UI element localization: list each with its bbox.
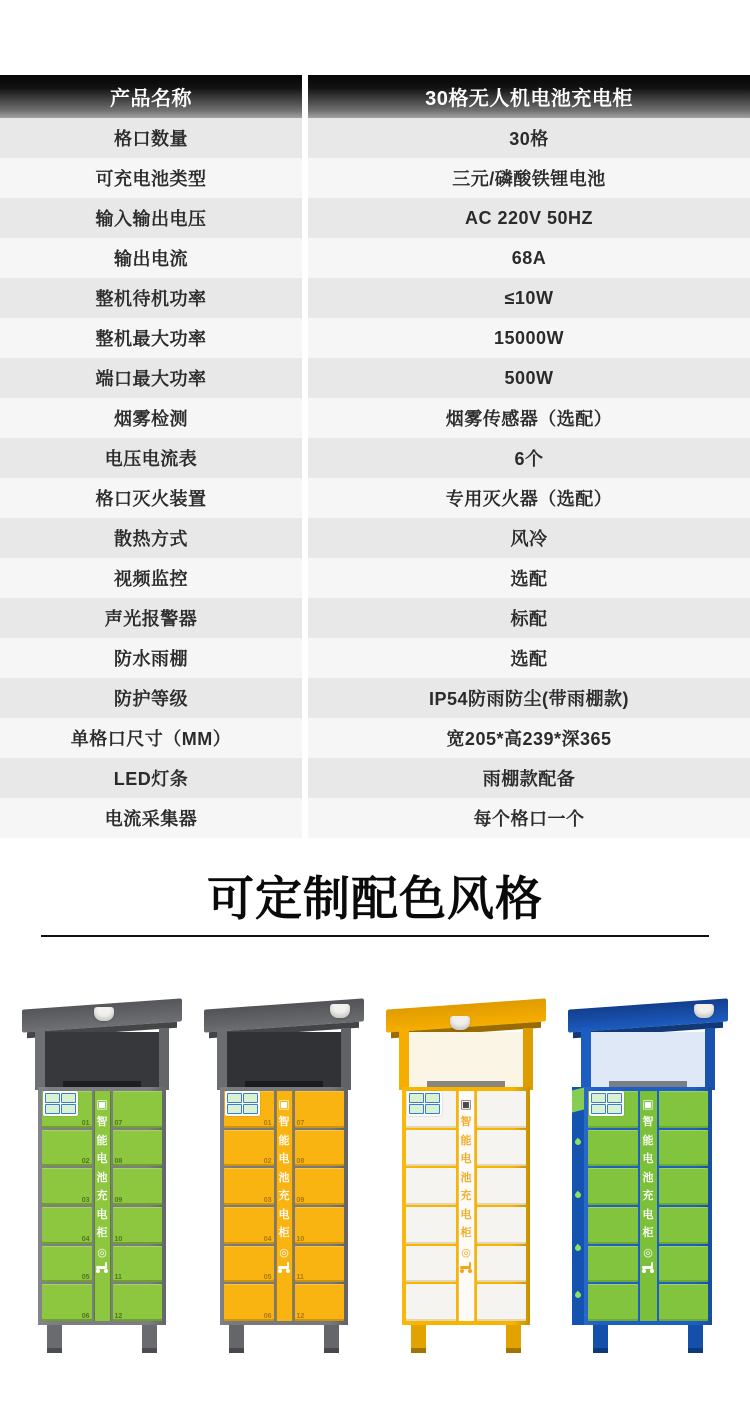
spec-row-label: 格口数量: [0, 118, 302, 158]
canopy-opening: [45, 1032, 159, 1089]
locker-door: [588, 1246, 638, 1283]
locker-door: [477, 1168, 527, 1205]
scooter-icon: [459, 1262, 473, 1273]
door-grid: [406, 1091, 526, 1321]
qr-code-icon: ▣: [642, 1097, 654, 1112]
scooter-icon-part: [286, 1269, 290, 1273]
screen-thumb: [425, 1104, 440, 1114]
spec-row-value: 每个格口一个: [308, 798, 750, 838]
spec-row-label: 视频监控: [0, 558, 302, 598]
strip-text-character: 能: [278, 1134, 290, 1147]
strip-text-character: 柜: [460, 1227, 472, 1240]
spec-row-label: 声光报警器: [0, 598, 302, 638]
spec-row-value: 选配: [308, 558, 750, 598]
strip-text-character: 能: [642, 1134, 654, 1147]
screen-thumb: [61, 1104, 76, 1114]
section-title: 可定制配色风格: [207, 872, 543, 925]
door-number: 08: [296, 1158, 305, 1166]
canopy-light: [94, 1007, 114, 1021]
spec-row-value: 三元/磷酸铁锂电池: [308, 158, 750, 198]
spec-row-label: 输入输出电压: [0, 198, 302, 238]
door-number: 12: [114, 1313, 123, 1321]
spec-row-value: 专用灭火器（选配）: [308, 478, 750, 518]
locker-door: [406, 1168, 456, 1205]
door-grid: [588, 1091, 708, 1321]
door-number: 11: [296, 1274, 304, 1282]
spec-row-value: 6个: [308, 438, 750, 478]
spec-row-label: 电压电流表: [0, 438, 302, 478]
locker-door: [588, 1168, 638, 1205]
locker-door: [659, 1130, 709, 1167]
scooter-icon-part: [651, 1262, 653, 1267]
cabinet-body: [220, 1087, 348, 1325]
door-number: 05: [263, 1274, 272, 1282]
spec-row-value: 15000W: [308, 318, 750, 358]
locker-door: [295, 1168, 345, 1205]
screen-thumb: [227, 1093, 242, 1103]
locker-door: [406, 1246, 456, 1283]
screen-thumb: [45, 1093, 60, 1103]
strip-text-character: 电: [96, 1153, 108, 1166]
scooter-icon: [95, 1262, 109, 1273]
screen-thumb: [591, 1104, 606, 1114]
locker-door: [224, 1168, 274, 1205]
screen-thumb: [425, 1093, 440, 1103]
locker-door: [659, 1091, 709, 1128]
table-header-label: 产品名称: [0, 75, 302, 118]
door-number: 04: [81, 1235, 90, 1243]
spec-row-label: 烟雾检测: [0, 398, 302, 438]
canopy-opening: [591, 1032, 705, 1089]
locker-door: [113, 1168, 163, 1205]
leaf-decoration: [574, 1291, 582, 1299]
door-number: 06: [263, 1313, 272, 1321]
screen-thumb: [607, 1104, 622, 1114]
strip-text-character: 智: [642, 1116, 654, 1129]
locker-door: [224, 1130, 274, 1167]
locker-door: [295, 1284, 345, 1321]
strip-text-character: 电: [278, 1153, 290, 1166]
scooter-icon-part: [469, 1262, 471, 1267]
center-strip: [94, 1091, 111, 1321]
spec-row-label: 整机待机功率: [0, 278, 302, 318]
spec-row-value: 风冷: [308, 518, 750, 558]
cabinet-leg: [47, 1325, 62, 1353]
cabinet-leg: [506, 1325, 521, 1353]
spec-row-value: ≤10W: [308, 278, 750, 318]
cabinet-leg: [324, 1325, 339, 1353]
leaf-decoration: [574, 1191, 582, 1199]
door-grid: [42, 1091, 162, 1321]
brand-logo-icon: ◎: [279, 1246, 289, 1259]
spec-row-label: 单格口尺寸（MM）: [0, 718, 302, 758]
spec-row-label: 防护等级: [0, 678, 302, 718]
scooter-icon: [277, 1262, 291, 1273]
spec-row-label: 整机最大功率: [0, 318, 302, 358]
locker-door: [659, 1284, 709, 1321]
brand-logo-icon: ◎: [97, 1246, 107, 1259]
spec-row-value: 雨棚款配备: [308, 758, 750, 798]
canopy-post-right: [341, 1028, 351, 1090]
cabinet-body: [38, 1087, 166, 1325]
brand-logo-icon: ◎: [643, 1246, 653, 1259]
strip-text-character: 能: [460, 1134, 472, 1147]
spec-row-value: 选配: [308, 638, 750, 678]
door-number: 03: [81, 1197, 90, 1205]
spec-row-label: 电流采集器: [0, 798, 302, 838]
screen-thumb: [243, 1093, 258, 1103]
locker-door: [477, 1130, 527, 1167]
strip-text-character: 智: [278, 1116, 290, 1129]
door-number: 02: [81, 1158, 90, 1166]
scooter-icon-part: [642, 1269, 646, 1273]
locker-door: [295, 1130, 345, 1167]
spec-row-value: 烟雾传感器（选配）: [308, 398, 750, 438]
locker-door: [659, 1168, 709, 1205]
cabinet-gallery: [0, 1001, 750, 1353]
leaf-decoration: [574, 1244, 582, 1252]
spec-row-value: 标配: [308, 598, 750, 638]
cabinet-leg: [229, 1325, 244, 1353]
locker-door: [588, 1284, 638, 1321]
locker-door: [113, 1207, 163, 1244]
qr-code-icon: ▣: [278, 1097, 290, 1112]
strip-text-character: 柜: [278, 1227, 290, 1240]
locker-door: [224, 1246, 274, 1283]
strip-text-character: 电: [96, 1208, 108, 1221]
spec-row-value: AC 220V 50HZ: [308, 198, 750, 238]
qr-code-icon: ▣: [96, 1097, 108, 1112]
canopy-post-left: [35, 1028, 45, 1090]
canopy-opening: [409, 1032, 523, 1089]
table-header-value: 30格无人机电池充电柜: [308, 75, 750, 118]
locker-door: [113, 1284, 163, 1321]
scooter-icon-part: [287, 1262, 289, 1267]
screen-thumb: [591, 1093, 606, 1103]
strip-text-character: 充: [278, 1190, 290, 1203]
leaf-decoration: [574, 1138, 582, 1146]
strip-text-character: 充: [642, 1190, 654, 1203]
scooter-icon-part: [104, 1269, 108, 1273]
spec-row-value: 30格: [308, 118, 750, 158]
locker-door: [477, 1284, 527, 1321]
spec-row-label: 格口灭火装置: [0, 478, 302, 518]
cabinet-leg: [142, 1325, 157, 1353]
screen-thumb: [61, 1093, 76, 1103]
strip-text-character: 柜: [96, 1227, 108, 1240]
strip-text-character: 智: [96, 1116, 108, 1129]
spec-row-value: IP54防雨防尘(带雨棚款): [308, 678, 750, 718]
spec-row-value: 宽205*高239*深365: [308, 718, 750, 758]
locker-door: [113, 1246, 163, 1283]
spec-row-label: LED灯条: [0, 758, 302, 798]
strip-text-character: 智: [460, 1116, 472, 1129]
strip-text-character: 电: [460, 1153, 472, 1166]
spec-row-label: 输出电流: [0, 238, 302, 278]
canopy-post-right: [705, 1028, 715, 1090]
door-grid: [224, 1091, 344, 1321]
door-number: 08: [114, 1158, 123, 1166]
door-number: 09: [296, 1197, 305, 1205]
spec-row-label: 散热方式: [0, 518, 302, 558]
door-number: 02: [263, 1158, 272, 1166]
locker-door: [224, 1207, 274, 1244]
locker-door: [477, 1207, 527, 1244]
side-banner-decoration: [572, 1088, 584, 1113]
cabinet-body: [584, 1087, 712, 1325]
screen-thumb: [243, 1104, 258, 1114]
scooter-icon-part: [105, 1262, 107, 1267]
locker-door: [659, 1246, 709, 1283]
canopy-opening: [227, 1032, 341, 1089]
screen-panel-label: [407, 1091, 442, 1116]
side-panel: [572, 1087, 584, 1325]
spec-row-label: 防水雨棚: [0, 638, 302, 678]
screen-thumb: [45, 1104, 60, 1114]
door-number: 10: [114, 1235, 123, 1243]
strip-text-character: 充: [460, 1190, 472, 1203]
center-strip: [458, 1091, 475, 1321]
locker-door: [42, 1246, 92, 1283]
brand-logo-icon: ◎: [461, 1246, 471, 1259]
canopy-light: [450, 1016, 470, 1030]
strip-text-character: 电: [642, 1153, 654, 1166]
canopy-light: [694, 1004, 714, 1018]
locker-door: [295, 1246, 345, 1283]
center-strip: [276, 1091, 293, 1321]
locker-door: [224, 1284, 274, 1321]
locker-door: [113, 1091, 163, 1128]
door-number: 10: [296, 1235, 305, 1243]
canopy-post-right: [523, 1028, 533, 1090]
canopy-post-right: [159, 1028, 169, 1090]
center-strip: [640, 1091, 657, 1321]
locker-door: [113, 1130, 163, 1167]
locker-door: [42, 1207, 92, 1244]
strip-text-character: 柜: [642, 1227, 654, 1240]
cabinet-gray-body-green-doors: [22, 1001, 182, 1353]
cabinet-body: [402, 1087, 530, 1325]
door-number: 01: [263, 1119, 272, 1127]
door-number: 07: [296, 1119, 305, 1127]
cabinet-gray-body-yellow-doors: [204, 1001, 364, 1353]
canopy-post-left: [399, 1028, 409, 1090]
scooter-icon: [641, 1262, 655, 1273]
spec-row-label: 端口最大功率: [0, 358, 302, 398]
cabinet-leg: [411, 1325, 426, 1353]
locker-door: [42, 1284, 92, 1321]
locker-door: [406, 1207, 456, 1244]
strip-text-character: 电: [460, 1208, 472, 1221]
scooter-icon-part: [468, 1269, 472, 1273]
strip-text-character: 电: [642, 1208, 654, 1221]
locker-door: [295, 1091, 345, 1128]
canopy-light: [330, 1004, 350, 1018]
scooter-icon-part: [278, 1269, 282, 1273]
strip-text-character: 能: [96, 1134, 108, 1147]
cabinet-leg: [593, 1325, 608, 1353]
door-number: 11: [114, 1274, 122, 1282]
screen-thumb: [409, 1104, 424, 1114]
door-number: 03: [263, 1197, 272, 1205]
locker-door: [295, 1207, 345, 1244]
spec-table: [0, 75, 750, 838]
strip-text-character: 池: [278, 1171, 290, 1184]
door-number: 12: [296, 1313, 305, 1321]
spec-row-value: 500W: [308, 358, 750, 398]
screen-panel-label: [589, 1091, 624, 1116]
locker-door: [406, 1130, 456, 1167]
locker-door: [477, 1091, 527, 1128]
screen-panel-label: [43, 1091, 78, 1116]
strip-text-character: 池: [96, 1171, 108, 1184]
door-number: 06: [81, 1313, 90, 1321]
locker-door: [42, 1130, 92, 1167]
locker-door: [477, 1246, 527, 1283]
cabinet-yellow-body-white-doors: [386, 1001, 546, 1353]
cabinet-leg: [688, 1325, 703, 1353]
canopy-post-left: [581, 1028, 591, 1090]
locker-door: [588, 1130, 638, 1167]
locker-door: [42, 1168, 92, 1205]
strip-text-character: 池: [460, 1171, 472, 1184]
qr-code-icon: ▣: [460, 1097, 472, 1112]
locker-door: [588, 1207, 638, 1244]
scooter-icon-part: [96, 1269, 100, 1273]
scooter-icon-part: [460, 1269, 464, 1273]
door-number: 01: [81, 1119, 90, 1127]
locker-door: [406, 1284, 456, 1321]
strip-text-character: 池: [642, 1171, 654, 1184]
cabinet-blue-body-green-doors: [568, 1001, 728, 1353]
screen-thumb: [409, 1093, 424, 1103]
door-number: 09: [114, 1197, 123, 1205]
strip-text-character: 电: [278, 1208, 290, 1221]
door-number: 07: [114, 1119, 123, 1127]
screen-thumb: [227, 1104, 242, 1114]
screen-panel-label: [225, 1091, 260, 1116]
strip-text-character: 充: [96, 1190, 108, 1203]
title-underline: [41, 935, 709, 937]
spec-row-value: 68A: [308, 238, 750, 278]
spec-row-label: 可充电池类型: [0, 158, 302, 198]
canopy-post-left: [217, 1028, 227, 1090]
screen-thumb: [607, 1093, 622, 1103]
door-number: 04: [263, 1235, 272, 1243]
scooter-icon-part: [650, 1269, 654, 1273]
door-number: 05: [81, 1274, 90, 1282]
locker-door: [659, 1207, 709, 1244]
